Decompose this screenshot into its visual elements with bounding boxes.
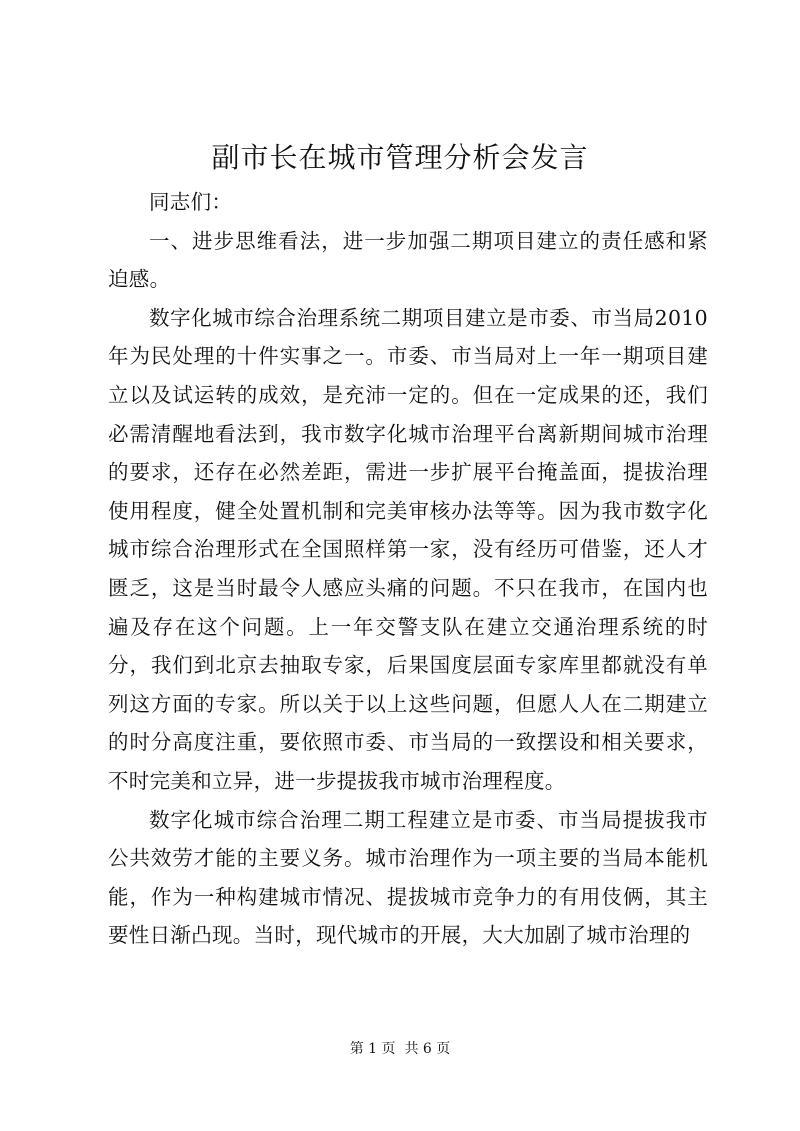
page-footer xyxy=(0,1038,800,1058)
document-body xyxy=(108,183,708,955)
salutation: 同志们： xyxy=(149,190,233,214)
document-title: 副市长在城市管理分析会发言 xyxy=(211,141,589,174)
page-number-label: 第 1 页 共 6 页 xyxy=(349,1041,451,1057)
paragraph: 一、进步思维看法，进一步加强二期项目建立的责任感和紧迫感。 xyxy=(108,228,708,292)
paragraph: 数字化城市综合治理系统二期项目建立是市委、市当局2010年为民处理的十件实事之一。市委、市当局对上一年一期项目建立以及试运转的成效，是充沛一定的。但在一定成果的还，我们必需清醒地看法到，我市数字化城市治理平台离新期间城市治理的要求，还存在必然差距，需进一步扩展平台掩盖面，提拔治理使用程度，健全处置机制和完美审核办法等等。因为我市数字化城市综合治理形式在全国照样第一家，没有经历可借鉴，还人才匮乏，这是当时最令人感应头痛的问题。不只在我市，在国内也遍及存在这个问题。上一年交警支队在建立交通治理系统的时分，我们到北京去抽取专家，后果国度层面专家库里都就没有单列这方面的专家。所以关于以上这些问题，但愿人人在二期建立的时分高度注重，要依照市委、市当局的一致摆设和相关要求，不时完美和立异，进一步提拔我市城市治理程度。 xyxy=(108,305,708,793)
paragraph: 数字化城市综合治理二期工程建立是市委、市当局提拔我市公共效劳才能的主要义务。城市治理作为一项主要的当局本能机能，作为一种构建城市情况、提拔城市竞争力的有用伎俩，其主要性日渐凸现。当时，现代城市的开展，大大加剧了城市治理的 xyxy=(108,807,708,948)
